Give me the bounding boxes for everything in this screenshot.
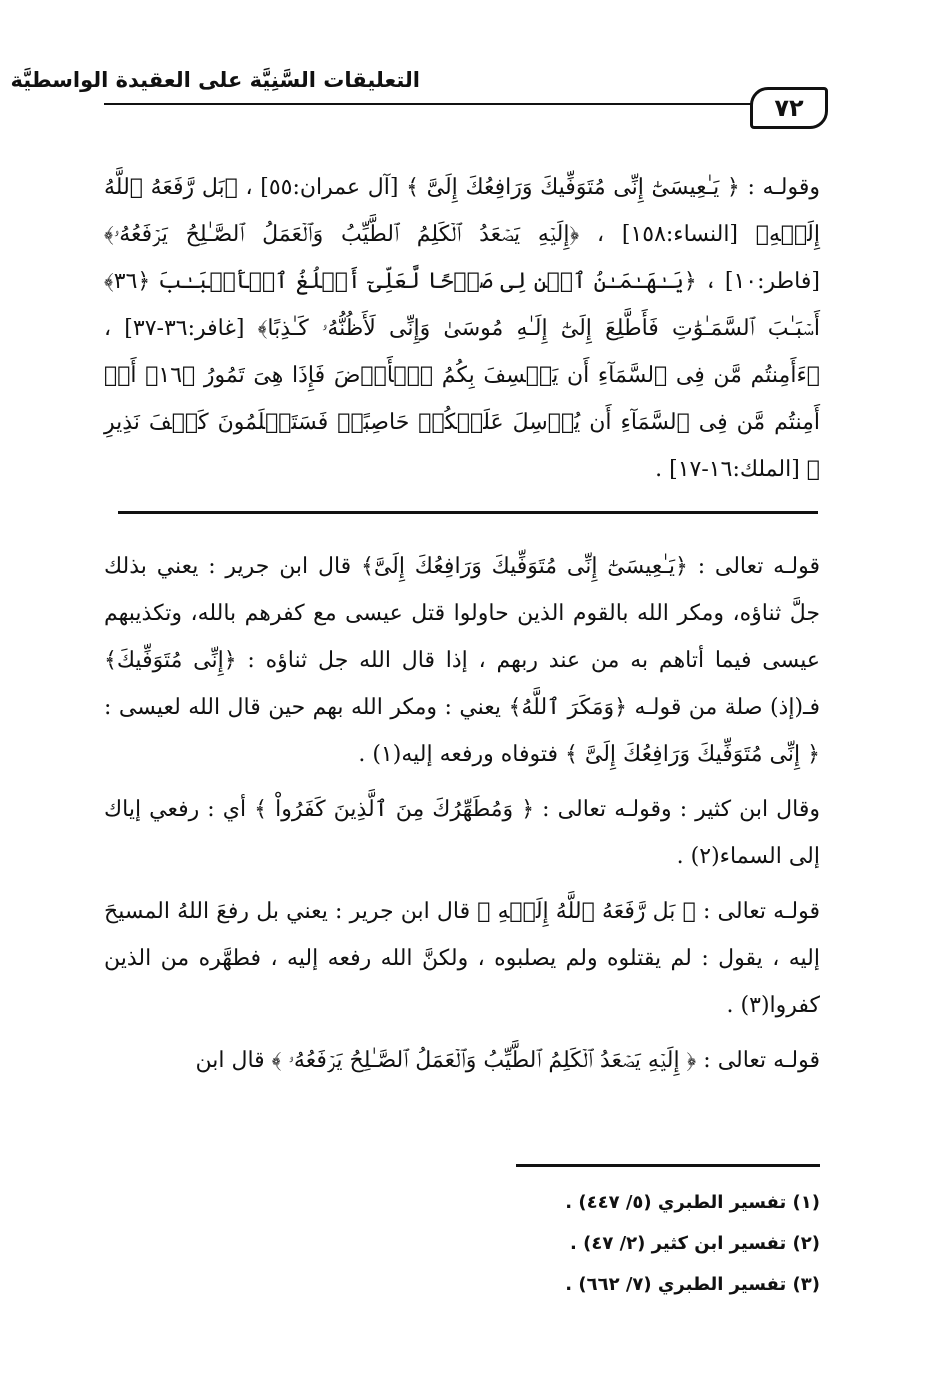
page-number-badge: [750, 87, 828, 129]
section-divider: [118, 511, 818, 514]
quran-verses-block: [104, 164, 820, 493]
verse-paragraph: وقولـه : ﴿ يَـٰعِيسَىٰٓ إِنِّى مُتَوَفِّيكَ وَرَافِعُكَ إِلَىَّ ﴾ [آل عمران:٥٥] ، ﴿بَل رَّفَعَهُ ٱللَّهُ إِلَيۡهِ﴾ [النساء:١٥٨] ، ﴿إِلَيۡهِ يَصۡعَدُ ٱلۡكَلِمُ ٱلطَّيِّبُ وَٱلۡعَمَلُ ٱلصَّـٰلِحُ يَرۡفَعُهُۥ﴾ [فاطر:١٠] ، ﴿يَـٰهَـٰمَـٰنُ ٱبۡنِ لِى صَرۡحًا لَّعَلِّىٓ أَبۡلُغُ ٱلۡأَسۡبَـٰبَ ﴿٣٦﴾ أَسۡبَـٰبَ ٱلسَّمَـٰوَٰتِ فَأَطَّلِعَ إِلَىٰٓ إِلَـٰهِ مُوسَىٰ وَإِنِّى لَأَظُنُّهُۥ كَـٰذِبًا﴾ [غافر:٣٦-٣٧] ، ﴿ءَأَمِنتُم مَّن فِى ٱلسَّمَآءِ أَن يَخۡسِفَ بِكُمُ ٱلۡأَرۡضَ فَإِذَا هِىَ تَمُورُ ﴿١٦﴾ أَمۡ أَمِنتُم مَّن فِى ٱلسَّمَآءِ أَن يُرۡسِلَ عَلَيۡكُمۡ حَاصِبًاۖ فَسَتَعۡلَمُونَ كَيۡفَ نَذِيرِ ﴾ [الملك:١٦-١٧] .: [104, 175, 820, 482]
header-rule: [104, 103, 754, 105]
page-number: ٧٢: [774, 94, 804, 122]
commentary-paragraph: قولـه تعالى : ﴿يَـٰعِيسَىٰٓ إِنِّى مُتَوَفِّيكَ وَرَافِعُكَ إِلَىَّ﴾ قال ابن جرير : يعني بذلك جلَّ ثناؤه، ومكر الله بالقوم الذين حاولوا قتل عيسى مع كفرهم بالله، وتكذيبهم عيسى فيما أتاهم به من عند ربهم ، إذا قال الله جل ثناؤه : ﴿إِنِّى مُتَوَفِّيكَ﴾ فـ(إذ) صلة من قولـه ﴿وَمَكَرَ ٱللَّهُ﴾ يعني : ومكر الله بهم حين قال الله لعيسى : ﴿ إِنِّى مُتَوَفِّيكَ وَرَافِعُكَ إِلَىَّ ﴾ فتوفاه ورفعه إليه(١) .: [104, 554, 820, 767]
commentary-paragraph: وقال ابن كثير : وقولـه تعالى : ﴿ وَمُطَهِّرُكَ مِنَ ٱلَّذِينَ كَفَرُواْ ﴾ أي : رفعي إياك إلى السماء(٢) .: [104, 797, 820, 869]
footnote-1: (١) تفسير الطبري (٥/ ٤٤٧) .: [565, 1192, 820, 1213]
footnote-rule: [516, 1164, 820, 1167]
running-header-title: التعليقات السَّنِيَّة على العقيدة الواسطيَّة: [10, 68, 420, 92]
footnote-3: (٣) تفسير الطبري (٧/ ٦٦٢) .: [565, 1274, 820, 1295]
footnote-2: (٢) تفسير ابن كثير (٢/ ٤٧) .: [570, 1233, 820, 1254]
commentary-paragraph: قولـه تعالى : ﴿ إِلَيۡهِ يَصۡعَدُ ٱلۡكَلِمُ ٱلطَّيِّبُ وَٱلۡعَمَلُ ٱلصَّـٰلِحُ يَرۡفَعُهُۥ ﴾ قال ابن: [195, 1048, 820, 1073]
commentary-paragraph: قولـه تعالى : ﴿ بَل رَّفَعَهُ ٱللَّهُ إِلَيۡهِ ﴾ قال ابن جرير : يعني بل رفعَ اللهُ المسيحَ إليه ، يقول : لم يقتلوه ولم يصلبوه ، ولكنَّ الله رفعه إليه ، فطهَّره من الذين كفروا(٣) .: [104, 899, 820, 1018]
commentary-block: [104, 543, 820, 1092]
footnotes: [380, 1182, 820, 1305]
